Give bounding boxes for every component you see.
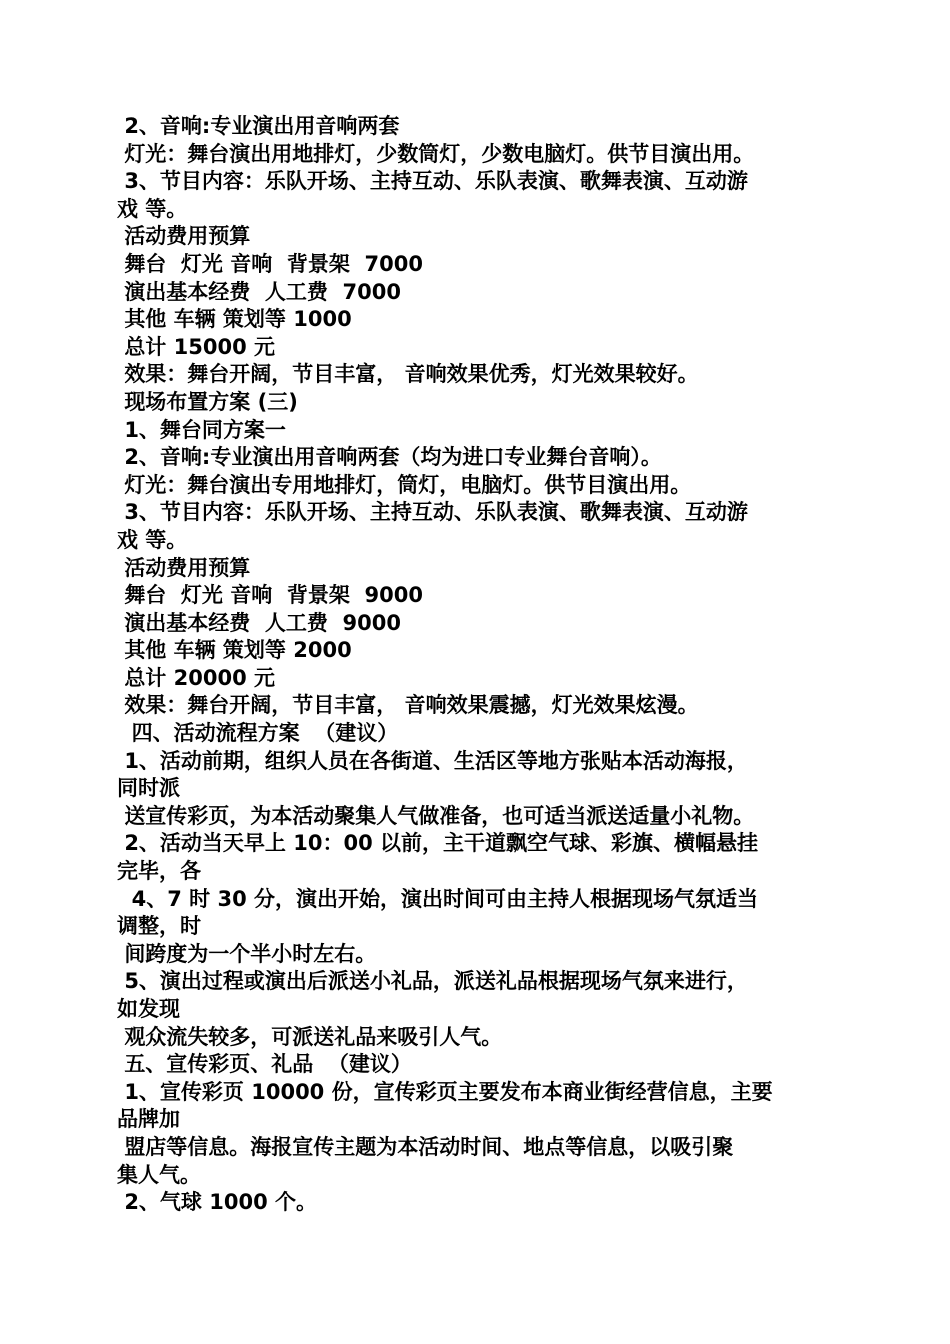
text-line: 戏 等。 xyxy=(117,196,188,221)
text-line: 戏 等。 xyxy=(117,527,188,552)
text-line: 灯光：舞台演出用地排灯，少数筒灯，少数电脑灯。供节目演出用。 xyxy=(117,141,755,166)
text-line: 其他 车辆 策划等 2000 xyxy=(117,638,352,663)
text-line: 1、宣传彩页 10000 份，宣传彩页主要发布本商业街经营信息，主要 xyxy=(117,1079,773,1104)
text-line: 演出基本经费 人工费 7000 xyxy=(117,279,402,304)
text-line: 完毕，各 xyxy=(117,859,201,884)
text-line: 观众流失较多，可派送礼品来吸引人气。 xyxy=(117,1024,503,1049)
text-line: 3、节目内容：乐队开场、主持互动、乐队表演、歌舞表演、互动游 xyxy=(117,169,748,194)
text-line: 2、音响:专业演出用音响两套 xyxy=(117,114,400,138)
text-line: 舞台 灯光 音响 背景架 9000 xyxy=(117,583,423,608)
text-line: 如发现 xyxy=(117,997,180,1021)
text-line: 2、气球 1000 个。 xyxy=(117,1190,317,1215)
text-line: 品牌加 xyxy=(117,1107,180,1132)
text-line: 1、活动前期，组织人员在各街道、生活区等地方张贴本活动海报， xyxy=(117,748,748,773)
text-line: 活动费用预算 xyxy=(117,224,251,249)
text-line: 4、7 时 30 分，演出开始，演出时间可由主持人根据现场气氛适当 xyxy=(117,886,759,911)
text-line: 效果：舞台开阔，节目丰富， 音响效果震撼，灯光效果炫漫。 xyxy=(117,693,699,718)
text-line: 2、活动当天早上 10：00 以前，主干道飘空气球、彩旗、横幅悬挂 xyxy=(117,831,758,856)
text-line: 集人气。 xyxy=(117,1162,201,1187)
text-line: 总计 20000 元 xyxy=(117,665,275,690)
text-line: 盟店等信息。海报宣传主题为本活动时间、地点等信息，以吸引聚 xyxy=(117,1134,734,1159)
text-line: 总计 15000 元 xyxy=(117,334,275,359)
text-line: 舞台 灯光 音响 背景架 7000 xyxy=(117,251,423,276)
text-line: 演出基本经费 人工费 9000 xyxy=(117,610,402,635)
text-line: 3、节目内容：乐队开场、主持互动、乐队表演、歌舞表演、互动游 xyxy=(117,500,748,525)
text-line: 效果：舞台开阔，节目丰富， 音响效果优秀，灯光效果较好。 xyxy=(117,362,699,387)
text-line: 现场布置方案 (三) xyxy=(117,389,298,414)
text-line: 四、活动流程方案 （建议） xyxy=(117,721,399,746)
text-line: 同时派 xyxy=(117,776,180,801)
text-line: 活动费用预算 xyxy=(117,555,251,580)
document-body xyxy=(117,113,837,1217)
text-line: 间跨度为一个半小时左右。 xyxy=(117,941,377,966)
text-line: 5、演出过程或演出后派送小礼品，派送礼品根据现场气氛来进行， xyxy=(117,969,748,994)
text-line: 1、舞台同方案一 xyxy=(117,417,286,442)
text-line: 调整，时 xyxy=(117,914,201,939)
text-line: 2、音响:专业演出用音响两套（均为进口专业舞台音响）。 xyxy=(117,445,662,470)
text-line: 灯光：舞台演出专用地排灯，筒灯，电脑灯。供节目演出用。 xyxy=(117,472,692,497)
text-line: 其他 车辆 策划等 1000 xyxy=(117,307,352,332)
text-line: 五、宣传彩页、礼品 （建议） xyxy=(117,1052,412,1077)
text-line: 送宣传彩页，为本活动聚集人气做准备，也可适当派送适量小礼物。 xyxy=(117,803,755,828)
